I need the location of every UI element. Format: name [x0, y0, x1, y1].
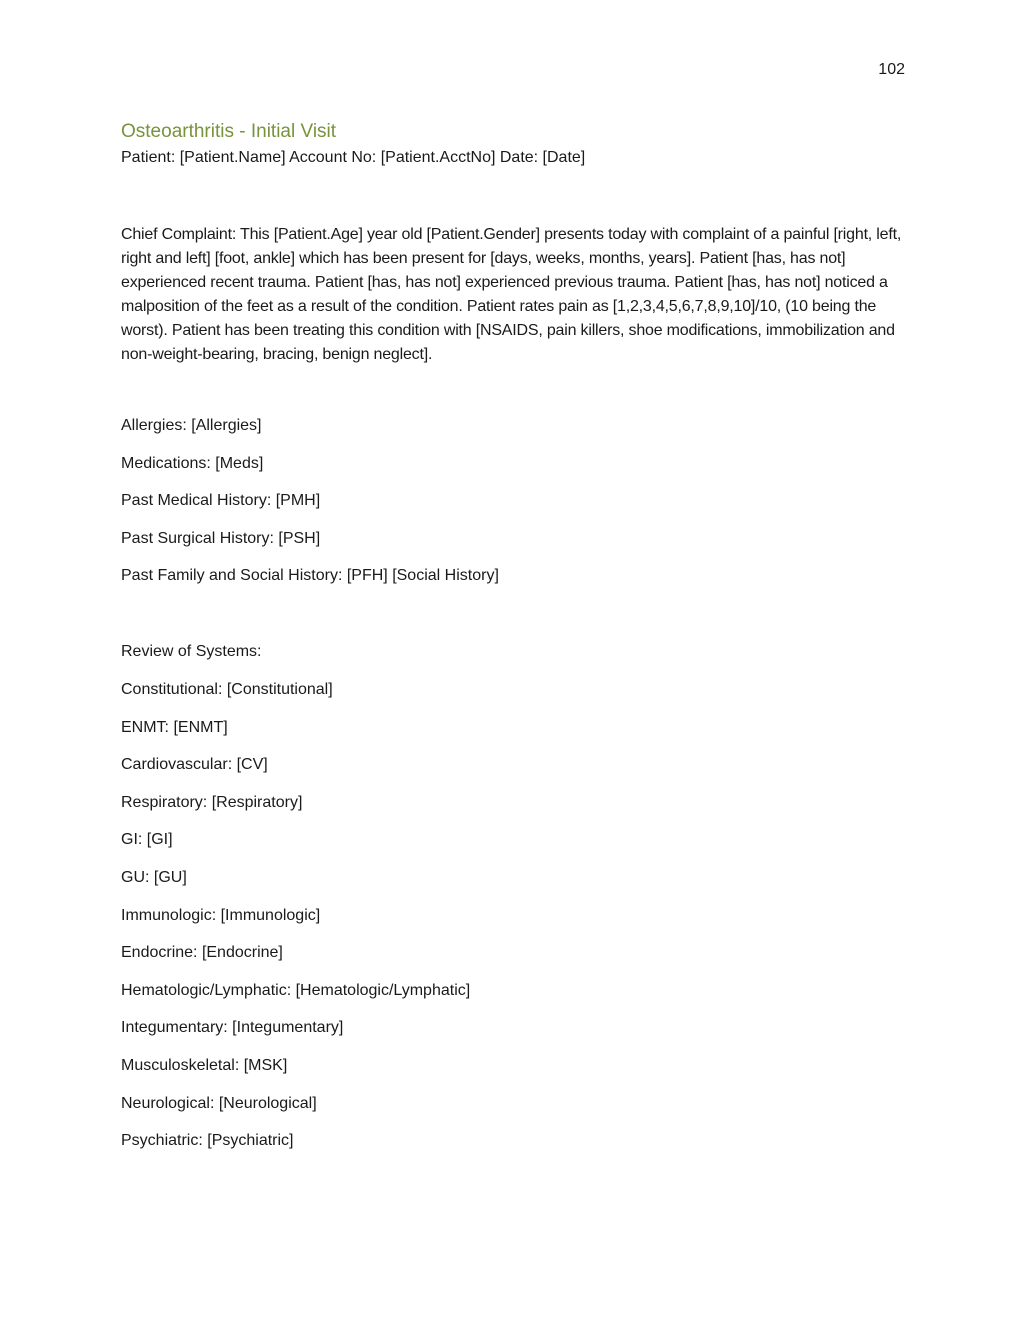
ros-gu-line: GU: [GU] [121, 868, 187, 886]
document-title: Osteoarthritis - Initial Visit [121, 121, 337, 142]
ros-constitutional-line: Constitutional: [Constitutional] [121, 680, 333, 698]
history-section [121, 416, 905, 586]
ros-musculoskeletal-line: Musculoskeletal: [MSK] [121, 1056, 288, 1074]
ros-enmt-line: ENMT: [ENMT] [121, 718, 228, 736]
ros-respiratory-line: Respiratory: [Respiratory] [121, 793, 303, 811]
ros-psychiatric-line: Psychiatric: [Psychiatric] [121, 1132, 294, 1150]
allergies-line: Allergies: [Allergies] [121, 417, 262, 434]
ros-immunologic-line: Immunologic: [Immunologic] [121, 906, 321, 924]
ros-cardiovascular-line: Cardiovascular: [CV] [121, 756, 268, 774]
ros-neurological-line: Neurological: [Neurological] [121, 1094, 317, 1112]
document-content [121, 120, 905, 1169]
patient-info-line: Patient: [Patient.Name] Account No: [Patient.AcctNo] Date: [Date] [121, 149, 586, 166]
ros-integumentary-line: Integumentary: [Integumentary] [121, 1019, 344, 1037]
chief-complaint-paragraph: Chief Complaint: This [Patient.Age] year old [Patient.Gender] presents today with complaint of a painful [right, left, right and left] [foot, ankle] which has been present for [days, weeks, months, years]. Patient [has, has not] experienced recent trauma. Patient [has, has not] experienced previous trauma. Patient [has, has not] noticed a malposition of the feet as a result of the condition. Patient rates pain as [1,2,3,4,5,6,7,8,9,10]/10, (10 being the worst). Patient has been treating this condition with [NSAIDS, pain killers, shoe modifications, immobilization and non-weight-bearing, bracing, benign neglect]. [121, 226, 902, 363]
page-number: 102 [878, 61, 905, 78]
past-surgical-history-line: Past Surgical History: [PSH] [121, 529, 321, 547]
medications-line: Medications: [Meds] [121, 454, 264, 472]
ros-hematologic-line: Hematologic/Lymphatic: [Hematologic/Lymphatic] [121, 981, 471, 999]
review-of-systems-section [121, 642, 905, 1151]
past-medical-history-line: Past Medical History: [PMH] [121, 492, 321, 510]
ros-gi-line: GI: [GI] [121, 831, 173, 849]
family-social-history-line: Past Family and Social History: [PFH] [Social History] [121, 567, 499, 585]
ros-endocrine-line: Endocrine: [Endocrine] [121, 944, 283, 962]
review-of-systems-heading: Review of Systems: [121, 643, 262, 661]
